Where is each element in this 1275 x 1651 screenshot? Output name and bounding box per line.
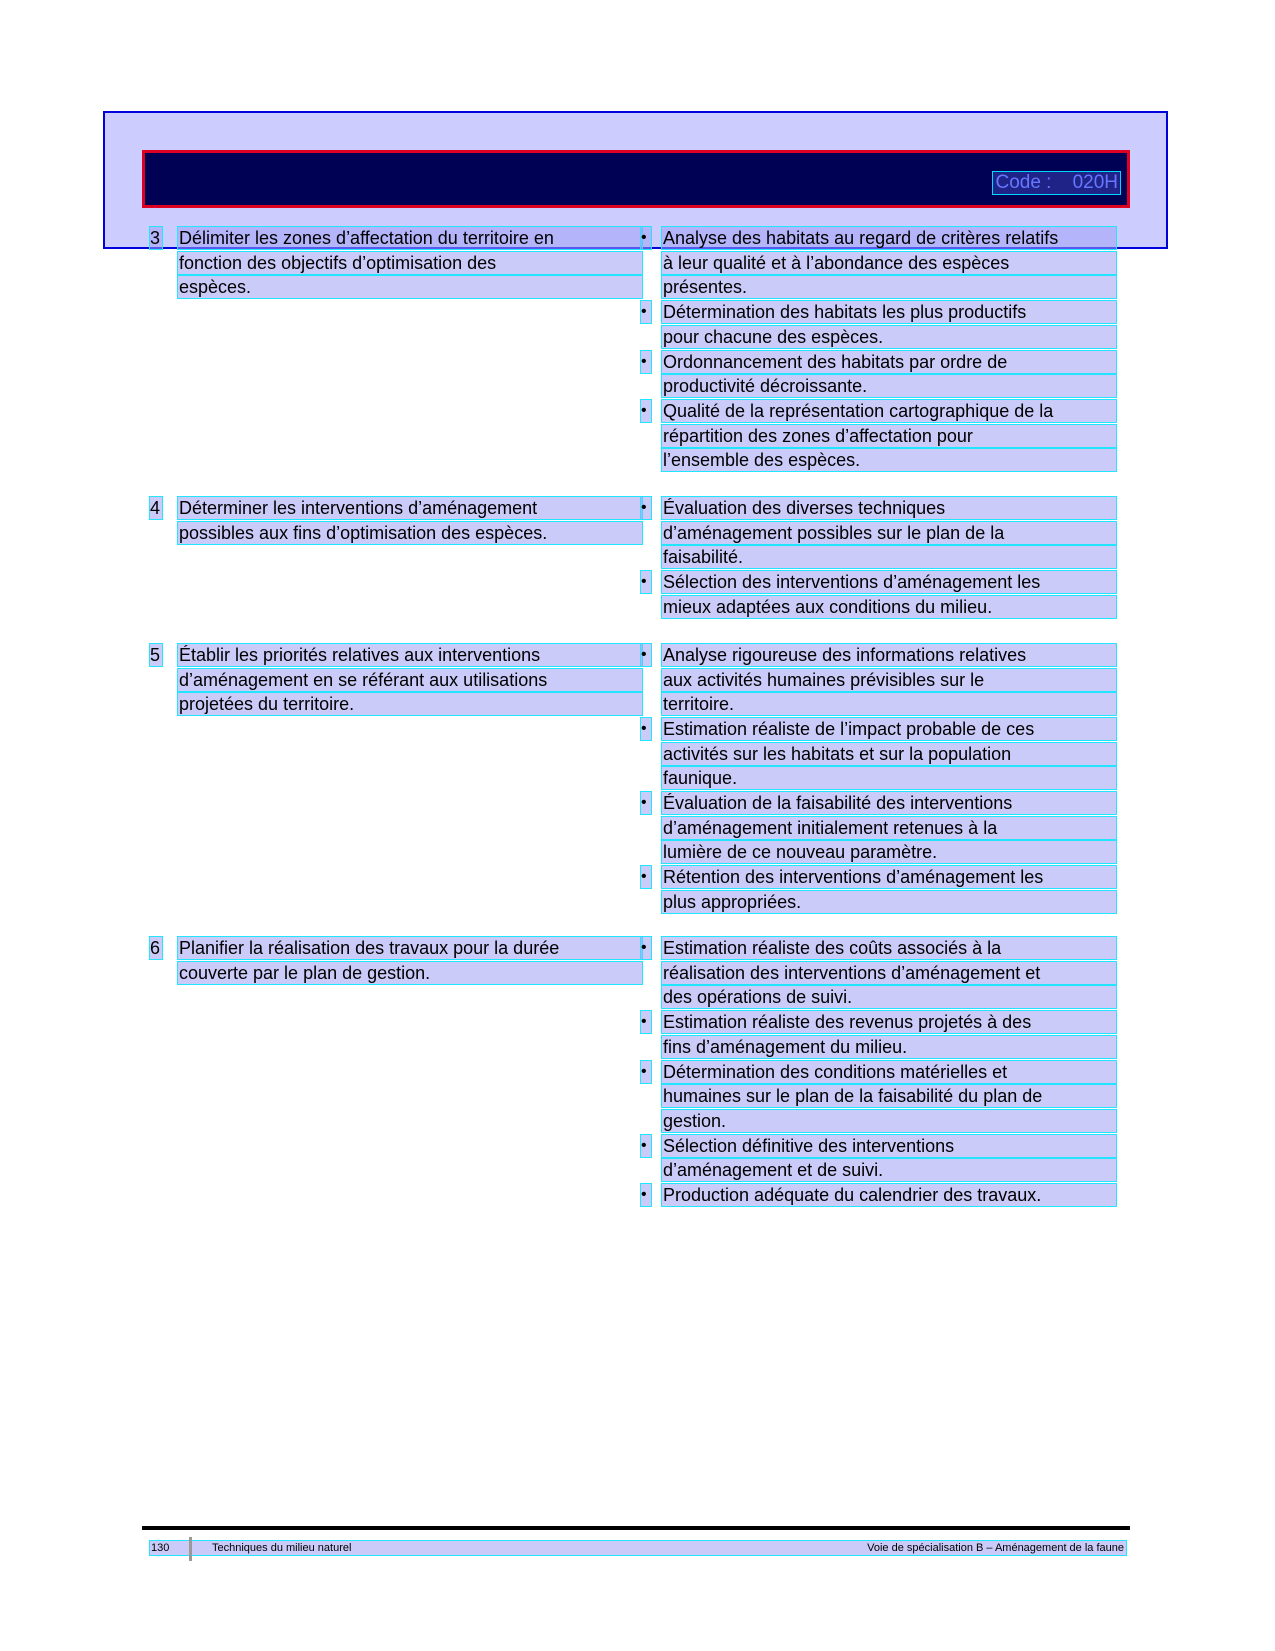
criterion-line: d’aménagement possibles sur le plan de la	[662, 522, 1116, 544]
bullet-icon: •	[641, 227, 651, 249]
criterion-line: Évaluation des diverses techniques	[662, 497, 1116, 519]
item-statement-line: Établir les priorités relatives aux interventions	[178, 644, 642, 666]
bullet-icon: •	[641, 937, 651, 959]
criterion-line: Rétention des interventions d’aménagement les	[662, 866, 1116, 888]
criterion-line: Analyse des habitats au regard de critères relatifs	[662, 227, 1116, 249]
item-statement-line: d’aménagement en se référant aux utilisations	[178, 669, 642, 691]
criterion-line: Estimation réaliste de l’impact probable de ces	[662, 718, 1116, 740]
bullet-icon: •	[641, 400, 651, 422]
header-bar	[142, 150, 1130, 208]
bullet-icon: •	[641, 1061, 651, 1083]
criterion-line: mieux adaptées aux conditions du milieu.	[662, 596, 1116, 618]
criterion-line: présentes.	[662, 276, 1116, 298]
program-name: Techniques du milieu naturel	[212, 1542, 352, 1554]
bullet-icon: •	[641, 1011, 651, 1033]
item-number: 3	[150, 228, 161, 248]
criterion-line: d’aménagement initialement retenues à la	[662, 817, 1116, 839]
criterion-line: Détermination des conditions matérielles et	[662, 1061, 1116, 1083]
bullet-icon: •	[641, 718, 651, 740]
bullet-icon: •	[641, 351, 651, 373]
item-statement-line: Délimiter les zones d’affectation du territoire en	[178, 227, 642, 249]
criterion-line: réalisation des interventions d’aménagement et	[662, 962, 1116, 984]
criterion-line: aux activités humaines prévisibles sur le	[662, 669, 1116, 691]
criterion-line: Sélection définitive des interventions	[662, 1135, 1116, 1157]
bullet-icon: •	[641, 1184, 651, 1206]
criterion-line: Estimation réaliste des revenus projetés à des	[662, 1011, 1116, 1033]
bullet-icon: •	[641, 792, 651, 814]
bullet-icon: •	[641, 301, 651, 323]
item-number: 6	[150, 938, 161, 958]
criterion-line: Sélection des interventions d’aménagement les	[662, 571, 1116, 593]
criterion-line: productivité décroissante.	[662, 375, 1116, 397]
criterion-line: répartition des zones d’affectation pour	[662, 425, 1116, 447]
item-statement-line: projetées du territoire.	[178, 693, 642, 715]
bullet-icon: •	[641, 1135, 651, 1157]
criterion-line: lumière de ce nouveau paramètre.	[662, 841, 1116, 863]
item-statement-line: possibles aux fins d’optimisation des espèces.	[178, 522, 642, 544]
criterion-line: Détermination des habitats les plus productifs	[662, 301, 1116, 323]
criterion-line: faunique.	[662, 767, 1116, 789]
item-number: 5	[150, 645, 161, 665]
criterion-line: d’aménagement et de suivi.	[662, 1159, 1116, 1181]
criterion-line: plus appropriées.	[662, 891, 1116, 913]
criterion-line: humaines sur le plan de la faisabilité du plan de	[662, 1085, 1116, 1107]
criterion-line: Analyse rigoureuse des informations relatives	[662, 644, 1116, 666]
item-statement-line: Planifier la réalisation des travaux pour la durée	[178, 937, 642, 959]
criterion-line: pour chacune des espèces.	[662, 326, 1116, 348]
criterion-line: à leur qualité et à l’abondance des espèces	[662, 252, 1116, 274]
criterion-line: des opérations de suivi.	[662, 986, 1116, 1008]
page-number: 130	[151, 1542, 170, 1554]
item-statement-line: fonction des objectifs d’optimisation des	[178, 252, 642, 274]
criterion-line: Estimation réaliste des coûts associés à la	[662, 937, 1116, 959]
bullet-icon: •	[641, 571, 651, 593]
page-footer	[150, 1541, 1126, 1555]
bullet-icon: •	[641, 866, 651, 888]
criterion-line: activités sur les habitats et sur la population	[662, 743, 1116, 765]
item-statement-line: couverte par le plan de gestion.	[178, 962, 642, 984]
criterion-line: Production adéquate du calendrier des travaux.	[662, 1184, 1116, 1206]
criterion-line: Évaluation de la faisabilité des interventions	[662, 792, 1116, 814]
criterion-line: faisabilité.	[662, 546, 1116, 568]
item-statement-line: espèces.	[178, 276, 642, 298]
bullet-icon: •	[641, 497, 651, 519]
criterion-line: gestion.	[662, 1110, 1116, 1132]
bullet-icon: •	[641, 644, 651, 666]
criterion-line: fins d’aménagement du milieu.	[662, 1036, 1116, 1058]
footer-rule	[142, 1526, 1130, 1530]
criterion-line: l’ensemble des espèces.	[662, 449, 1116, 471]
criterion-line: Ordonnancement des habitats par ordre de	[662, 351, 1116, 373]
specialization-name: Voie de spécialisation B – Aménagement de la faune	[867, 1542, 1124, 1554]
footer-separator	[189, 1537, 192, 1561]
course-code: Code : 020H	[992, 171, 1121, 195]
item-statement-line: Déterminer les interventions d’aménagement	[178, 497, 642, 519]
criterion-line: territoire.	[662, 693, 1116, 715]
item-number: 4	[150, 498, 161, 518]
criterion-line: Qualité de la représentation cartographique de la	[662, 400, 1116, 422]
